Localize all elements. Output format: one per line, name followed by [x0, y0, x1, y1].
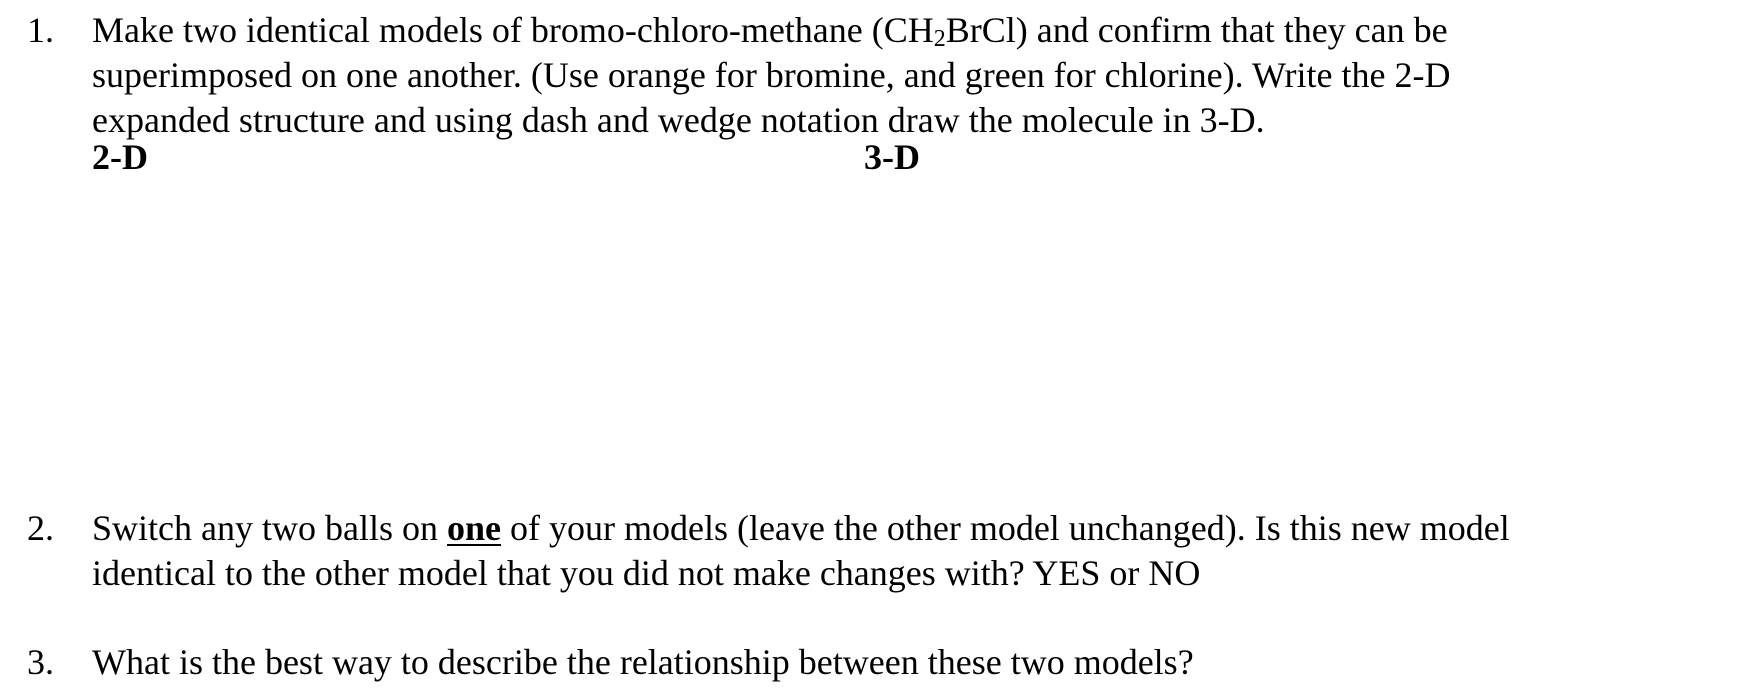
question-2-line-2: identical to the other model that you did not make changes with? YES or NO: [92, 553, 1201, 593]
question-1-line-1: Make two identical models of bromo-chloro-methane (CH2BrCl) and confirm that they can be: [92, 10, 1448, 52]
question-2-text: [92, 506, 1742, 596]
answer-space-3d[interactable]: [864, 195, 1692, 485]
question-3-number: 3.: [27, 642, 54, 682]
label-3d: 3-D: [864, 137, 920, 177]
question-1-number: 1.: [27, 10, 54, 50]
question-3-text: [92, 640, 1742, 685]
question-1-text: [92, 8, 1742, 143]
question-3-line-1: What is the best way to describe the relationship between these two models?: [92, 642, 1194, 682]
question-2-line-1: Switch any two balls on one of your models (leave the other model unchanged). Is this new model: [92, 508, 1510, 548]
drawing-answer-space[interactable]: [92, 195, 1692, 485]
question-1-line-2: superimposed on one another. (Use orange for bromine, and green for chlorine). Write the 2-D: [92, 55, 1451, 95]
emphasis-one: one: [446, 508, 501, 548]
answer-space-2d[interactable]: [92, 195, 864, 485]
question-2-number: 2.: [27, 508, 54, 548]
subscript-2: 2: [933, 26, 946, 52]
drawing-labels: [92, 135, 1692, 180]
label-2d: 2-D: [92, 137, 148, 177]
question-1-line-3: expanded structure and using dash and wedge notation draw the molecule in 3-D.: [92, 100, 1265, 140]
